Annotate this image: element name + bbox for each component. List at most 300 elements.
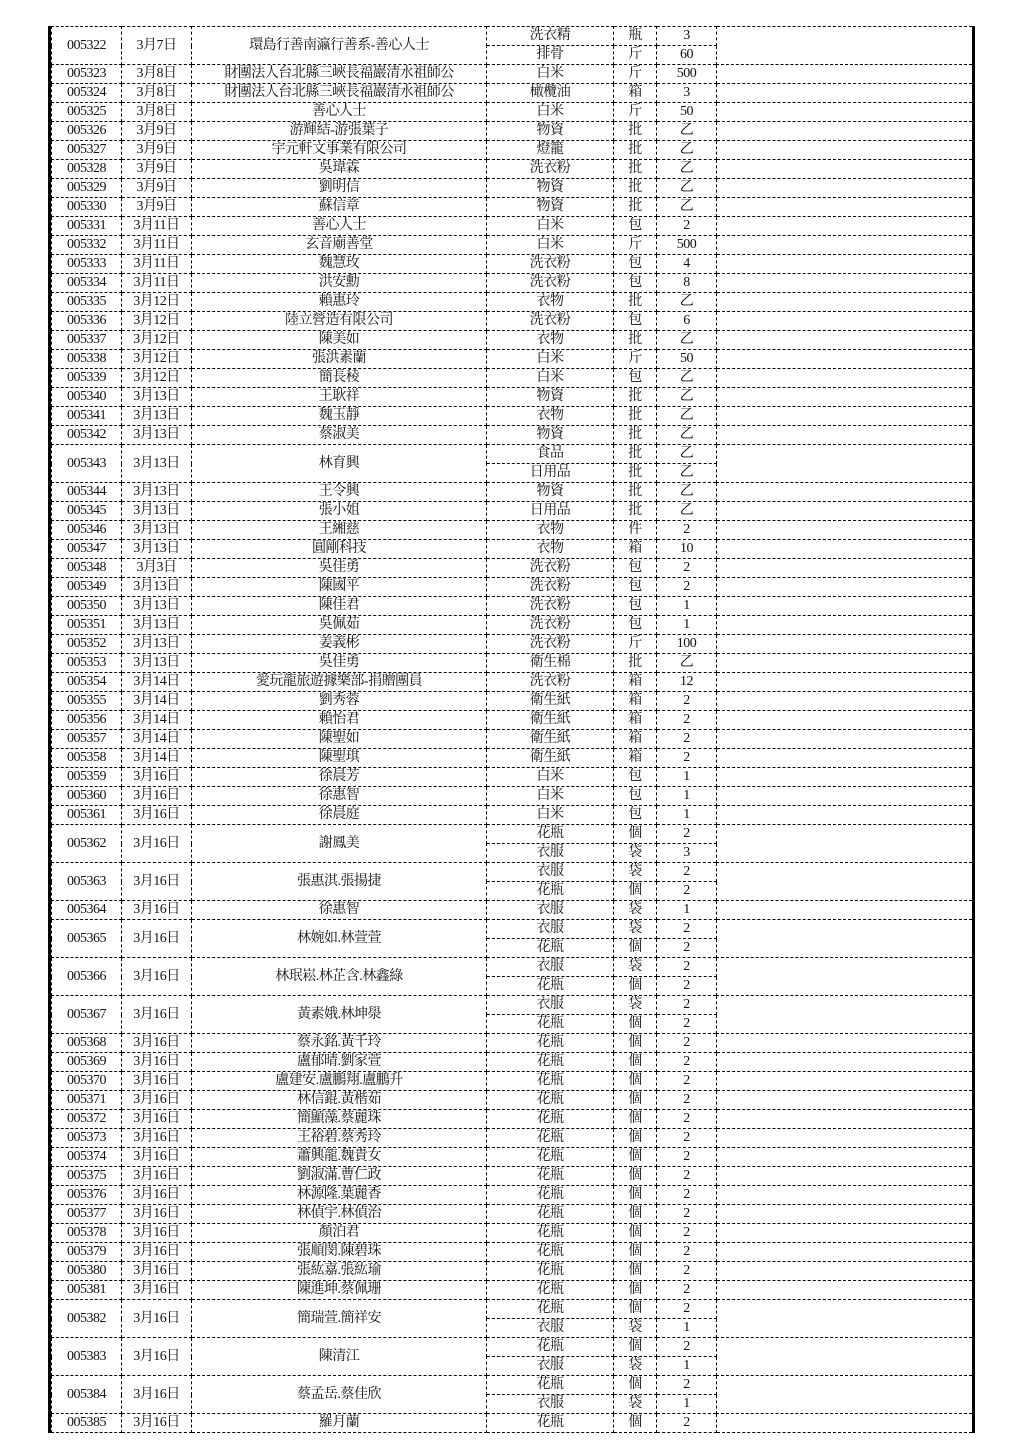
- donor-name: 劉秀蓉: [192, 692, 487, 711]
- item-quantity: 2: [657, 825, 717, 844]
- item-unit: 個: [614, 1414, 657, 1433]
- donation-date: 3月12日: [122, 293, 192, 312]
- donation-date: 3月16日: [122, 1205, 192, 1224]
- item-unit: 個: [614, 1129, 657, 1148]
- table-row: [52, 806, 973, 825]
- item-quantity: 乙: [657, 293, 717, 312]
- donation-date: 3月14日: [122, 673, 192, 692]
- donation-date: 3月16日: [122, 1148, 192, 1167]
- table-row: [52, 920, 973, 939]
- item-name: 白米: [487, 787, 614, 806]
- donor-name: 吳佳勇: [192, 654, 487, 673]
- item-unit: 袋: [614, 1319, 657, 1338]
- receipt-id: 005380: [52, 1262, 122, 1281]
- item-quantity: 2: [657, 730, 717, 749]
- item-unit: 斤: [614, 635, 657, 654]
- donor-name: 洪安勳: [192, 274, 487, 293]
- remarks-cell: [717, 996, 973, 1034]
- donation-date: 3月16日: [122, 1053, 192, 1072]
- item-quantity: 2: [657, 1015, 717, 1034]
- item-quantity: 1: [657, 901, 717, 920]
- item-quantity: 2: [657, 521, 717, 540]
- donor-name: 張順閔.陳碧珠: [192, 1243, 487, 1262]
- item-unit: 斤: [614, 350, 657, 369]
- item-quantity: 1: [657, 1319, 717, 1338]
- item-quantity: 2: [657, 958, 717, 977]
- donor-name: 善心人士: [192, 103, 487, 122]
- donor-name: 蘇信章: [192, 198, 487, 217]
- receipt-id: 005325: [52, 103, 122, 122]
- item-quantity: 2: [657, 1205, 717, 1224]
- item-unit: 批: [614, 122, 657, 141]
- item-unit: 斤: [614, 65, 657, 84]
- donation-date: 3月3日: [122, 559, 192, 578]
- item-quantity: 乙: [657, 160, 717, 179]
- donation-date: 3月7日: [122, 27, 192, 65]
- receipt-id: 005381: [52, 1281, 122, 1300]
- remarks-cell: [717, 445, 973, 483]
- item-unit: 箱: [614, 749, 657, 768]
- item-unit: 個: [614, 1034, 657, 1053]
- donor-name: 徐惠智: [192, 901, 487, 920]
- remarks-cell: [717, 160, 973, 179]
- table-row: [52, 730, 973, 749]
- remarks-cell: [717, 217, 973, 236]
- item-unit: 包: [614, 787, 657, 806]
- donation-date: 3月14日: [122, 692, 192, 711]
- remarks-cell: [717, 1053, 973, 1072]
- item-unit: 批: [614, 198, 657, 217]
- receipt-id: 005334: [52, 274, 122, 293]
- item-name: 花瓶: [487, 1281, 614, 1300]
- item-name: 排骨: [487, 46, 614, 65]
- item-quantity: 500: [657, 236, 717, 255]
- item-quantity: 1: [657, 787, 717, 806]
- item-unit: 個: [614, 1091, 657, 1110]
- receipt-id: 005369: [52, 1053, 122, 1072]
- receipt-id: 005353: [52, 654, 122, 673]
- donation-date: 3月14日: [122, 711, 192, 730]
- remarks-cell: [717, 1338, 973, 1376]
- donation-date: 3月13日: [122, 654, 192, 673]
- item-unit: 批: [614, 293, 657, 312]
- receipt-id: 005330: [52, 198, 122, 217]
- receipt-id: 005331: [52, 217, 122, 236]
- item-quantity: 2: [657, 1338, 717, 1357]
- receipt-id: 005342: [52, 426, 122, 445]
- item-name: 白米: [487, 217, 614, 236]
- donor-name: 張小姐: [192, 502, 487, 521]
- donor-name: 簡長稜: [192, 369, 487, 388]
- item-quantity: 乙: [657, 445, 717, 464]
- remarks-cell: [717, 597, 973, 616]
- item-name: 物資: [487, 483, 614, 502]
- table-row: [52, 483, 973, 502]
- receipt-id: 005343: [52, 445, 122, 483]
- item-name: 洗衣粉: [487, 559, 614, 578]
- table-row: [52, 1414, 973, 1433]
- table-row: [52, 1148, 973, 1167]
- item-unit: 個: [614, 1167, 657, 1186]
- donor-name: 簡瑞萱.簡祥安: [192, 1300, 487, 1338]
- item-name: 花瓶: [487, 1148, 614, 1167]
- item-name: 花瓶: [487, 1091, 614, 1110]
- item-unit: 個: [614, 1338, 657, 1357]
- donation-date: 3月16日: [122, 1243, 192, 1262]
- donor-name: 徐惠智: [192, 787, 487, 806]
- donation-date: 3月16日: [122, 1186, 192, 1205]
- receipt-id: 005384: [52, 1376, 122, 1414]
- donation-date: 3月8日: [122, 84, 192, 103]
- donor-name: 林偵宇.林偵治: [192, 1205, 487, 1224]
- remarks-cell: [717, 1376, 973, 1414]
- donor-name: 圓剛科技: [192, 540, 487, 559]
- donor-name: 張紘嘉.張紘瑜: [192, 1262, 487, 1281]
- table-row: [52, 1376, 973, 1395]
- remarks-cell: [717, 122, 973, 141]
- remarks-cell: [717, 616, 973, 635]
- table-row: [52, 388, 973, 407]
- item-name: 洗衣精: [487, 27, 614, 46]
- item-quantity: 1: [657, 616, 717, 635]
- item-quantity: 2: [657, 1110, 717, 1129]
- item-name: 衣服: [487, 844, 614, 863]
- item-unit: 批: [614, 445, 657, 464]
- table-row: [52, 255, 973, 274]
- item-name: 洗衣粉: [487, 274, 614, 293]
- table-row: [52, 293, 973, 312]
- item-quantity: 2: [657, 882, 717, 901]
- donor-name: 林婉如.林萱萱: [192, 920, 487, 958]
- remarks-cell: [717, 293, 973, 312]
- donation-date: 3月16日: [122, 901, 192, 920]
- donation-date: 3月12日: [122, 369, 192, 388]
- item-unit: 袋: [614, 863, 657, 882]
- donation-date: 3月13日: [122, 483, 192, 502]
- donation-date: 3月13日: [122, 426, 192, 445]
- remarks-cell: [717, 1167, 973, 1186]
- item-name: 衣物: [487, 331, 614, 350]
- remarks-cell: [717, 1205, 973, 1224]
- item-quantity: 1: [657, 1395, 717, 1414]
- item-unit: 個: [614, 1300, 657, 1319]
- remarks-cell: [717, 768, 973, 787]
- item-name: 衣物: [487, 521, 614, 540]
- donor-name: 謝鳳美: [192, 825, 487, 863]
- item-unit: 個: [614, 1243, 657, 1262]
- donor-name: 陳佳君: [192, 597, 487, 616]
- donor-name: 賴惠玲: [192, 293, 487, 312]
- item-quantity: 2: [657, 692, 717, 711]
- remarks-cell: [717, 407, 973, 426]
- remarks-cell: [717, 179, 973, 198]
- donor-name: 張惠淇.張揚捷: [192, 863, 487, 901]
- item-quantity: 2: [657, 1129, 717, 1148]
- table-row: [52, 616, 973, 635]
- donation-date: 3月13日: [122, 616, 192, 635]
- item-name: 花瓶: [487, 1243, 614, 1262]
- item-name: 洗衣粉: [487, 312, 614, 331]
- item-name: 洗衣粉: [487, 673, 614, 692]
- donor-name: 吳佳勇: [192, 559, 487, 578]
- donation-date: 3月8日: [122, 65, 192, 84]
- item-name: 衣服: [487, 996, 614, 1015]
- remarks-cell: [717, 1243, 973, 1262]
- item-unit: 斤: [614, 103, 657, 122]
- donor-name: 游輝結-游張葉子: [192, 122, 487, 141]
- receipt-id: 005336: [52, 312, 122, 331]
- donor-name: 林育興: [192, 445, 487, 483]
- table-row: [52, 274, 973, 293]
- table-row: [52, 1129, 973, 1148]
- receipt-id: 005349: [52, 578, 122, 597]
- item-name: 洗衣粉: [487, 255, 614, 274]
- item-quantity: 8: [657, 274, 717, 293]
- item-quantity: 2: [657, 578, 717, 597]
- item-quantity: 50: [657, 350, 717, 369]
- item-name: 花瓶: [487, 1205, 614, 1224]
- item-name: 物資: [487, 388, 614, 407]
- item-name: 洗衣粉: [487, 578, 614, 597]
- item-unit: 包: [614, 369, 657, 388]
- remarks-cell: [717, 730, 973, 749]
- item-quantity: 2: [657, 1300, 717, 1319]
- item-quantity: 乙: [657, 464, 717, 483]
- table-row: [52, 27, 973, 46]
- item-unit: 瓶: [614, 27, 657, 46]
- item-name: 衛生紙: [487, 730, 614, 749]
- item-quantity: 乙: [657, 369, 717, 388]
- item-name: 衣服: [487, 1319, 614, 1338]
- remarks-cell: [717, 1072, 973, 1091]
- receipt-id: 005362: [52, 825, 122, 863]
- item-name: 物資: [487, 426, 614, 445]
- item-name: 花瓶: [487, 1053, 614, 1072]
- table-row: [52, 1034, 973, 1053]
- receipt-id: 005339: [52, 369, 122, 388]
- item-quantity: 2: [657, 920, 717, 939]
- table-row: [52, 1262, 973, 1281]
- item-quantity: 2: [657, 1072, 717, 1091]
- item-quantity: 4: [657, 255, 717, 274]
- remarks-cell: [717, 635, 973, 654]
- receipt-id: 005360: [52, 787, 122, 806]
- donor-name: 陳聖如: [192, 730, 487, 749]
- item-quantity: 2: [657, 1376, 717, 1395]
- donor-name: 吳瑋霖: [192, 160, 487, 179]
- donor-name: 劉淑滿.曹仁政: [192, 1167, 487, 1186]
- table-row: [52, 825, 973, 844]
- item-name: 衣服: [487, 901, 614, 920]
- table-row: [52, 369, 973, 388]
- donation-date: 3月16日: [122, 996, 192, 1034]
- remarks-cell: [717, 578, 973, 597]
- item-quantity: 2: [657, 1224, 717, 1243]
- receipt-id: 005367: [52, 996, 122, 1034]
- donation-date: 3月16日: [122, 1281, 192, 1300]
- item-name: 花瓶: [487, 1015, 614, 1034]
- receipt-id: 005341: [52, 407, 122, 426]
- table-row: [52, 1072, 973, 1091]
- table-row: [52, 502, 973, 521]
- receipt-id: 005340: [52, 388, 122, 407]
- donor-name: 羅月蘭: [192, 1414, 487, 1433]
- item-name: 花瓶: [487, 1186, 614, 1205]
- donor-name: 簡顯藻.蔡麗珠: [192, 1110, 487, 1129]
- remarks-cell: [717, 1300, 973, 1338]
- donor-name: 陳進坤.蔡佩珊: [192, 1281, 487, 1300]
- item-quantity: 乙: [657, 654, 717, 673]
- remarks-cell: [717, 198, 973, 217]
- item-unit: 斤: [614, 46, 657, 65]
- donor-name: 蔡孟岳.蔡佳欣: [192, 1376, 487, 1414]
- table-row: [52, 65, 973, 84]
- item-name: 花瓶: [487, 1110, 614, 1129]
- item-name: 衛生紙: [487, 749, 614, 768]
- item-unit: 包: [614, 616, 657, 635]
- item-name: 白米: [487, 350, 614, 369]
- donation-date: 3月16日: [122, 863, 192, 901]
- donation-date: 3月16日: [122, 806, 192, 825]
- remarks-cell: [717, 236, 973, 255]
- donation-date: 3月16日: [122, 1034, 192, 1053]
- item-name: 花瓶: [487, 1338, 614, 1357]
- remarks-cell: [717, 312, 973, 331]
- item-quantity: 2: [657, 1186, 717, 1205]
- item-quantity: 乙: [657, 426, 717, 445]
- item-name: 花瓶: [487, 977, 614, 996]
- donor-name: 玄音廟善堂: [192, 236, 487, 255]
- table-row: [52, 1243, 973, 1262]
- donation-date: 3月16日: [122, 1091, 192, 1110]
- donation-date: 3月16日: [122, 768, 192, 787]
- receipt-id: 005333: [52, 255, 122, 274]
- receipt-id: 005377: [52, 1205, 122, 1224]
- donor-name: 魏玉靜: [192, 407, 487, 426]
- donor-name: 陳聖琪: [192, 749, 487, 768]
- donation-date: 3月16日: [122, 1167, 192, 1186]
- table-row: [52, 559, 973, 578]
- receipt-id: 005337: [52, 331, 122, 350]
- table-row: [52, 1205, 973, 1224]
- item-quantity: 乙: [657, 141, 717, 160]
- donor-name: 陳國平: [192, 578, 487, 597]
- item-quantity: 乙: [657, 122, 717, 141]
- item-quantity: 10: [657, 540, 717, 559]
- receipt-id: 005345: [52, 502, 122, 521]
- item-name: 花瓶: [487, 1300, 614, 1319]
- remarks-cell: [717, 1281, 973, 1300]
- item-unit: 批: [614, 407, 657, 426]
- table-row: [52, 749, 973, 768]
- remarks-cell: [717, 863, 973, 901]
- donor-name: 林珉崧.林芷含.林鑫綠: [192, 958, 487, 996]
- receipt-id: 005359: [52, 768, 122, 787]
- table-row: [52, 426, 973, 445]
- remarks-cell: [717, 141, 973, 160]
- table-row: [52, 84, 973, 103]
- item-name: 衣服: [487, 1357, 614, 1376]
- table-row: [52, 312, 973, 331]
- donor-name: 林信錕.黃楷茹: [192, 1091, 487, 1110]
- table-row: [52, 350, 973, 369]
- donor-name: 宇元軒文事業有限公司: [192, 141, 487, 160]
- remarks-cell: [717, 521, 973, 540]
- donor-name: 黃素娥.林坤澩: [192, 996, 487, 1034]
- item-name: 花瓶: [487, 1376, 614, 1395]
- donor-name: 王令興: [192, 483, 487, 502]
- item-name: 衣物: [487, 407, 614, 426]
- item-unit: 個: [614, 1262, 657, 1281]
- donor-name: 財團法人台北縣三峽長福巖清水祖師公: [192, 84, 487, 103]
- receipt-id: 005379: [52, 1243, 122, 1262]
- table-row: [52, 635, 973, 654]
- item-quantity: 乙: [657, 407, 717, 426]
- item-quantity: 乙: [657, 483, 717, 502]
- table-body: [52, 27, 973, 1433]
- item-quantity: 乙: [657, 179, 717, 198]
- receipt-id: 005364: [52, 901, 122, 920]
- donation-date: 3月16日: [122, 1129, 192, 1148]
- remarks-cell: [717, 901, 973, 920]
- table-row: [52, 578, 973, 597]
- item-unit: 包: [614, 274, 657, 293]
- receipt-id: 005356: [52, 711, 122, 730]
- donor-name: 蔡永銘.黃千玲: [192, 1034, 487, 1053]
- item-quantity: 6: [657, 312, 717, 331]
- donor-name: 王裕碧.蔡秀玲: [192, 1129, 487, 1148]
- donor-name: 林源隆.葉麗香: [192, 1186, 487, 1205]
- item-unit: 袋: [614, 920, 657, 939]
- item-unit: 個: [614, 977, 657, 996]
- item-name: 衛生紙: [487, 692, 614, 711]
- donation-date: 3月11日: [122, 236, 192, 255]
- donation-date: 3月13日: [122, 502, 192, 521]
- remarks-cell: [717, 920, 973, 958]
- remarks-cell: [717, 27, 973, 65]
- item-quantity: 乙: [657, 388, 717, 407]
- donor-name: 姜義彬: [192, 635, 487, 654]
- item-name: 花瓶: [487, 825, 614, 844]
- item-unit: 包: [614, 312, 657, 331]
- remarks-cell: [717, 502, 973, 521]
- item-name: 洗衣粉: [487, 160, 614, 179]
- donor-name: 盧建安.盧鵬翔.盧鵬升: [192, 1072, 487, 1091]
- item-unit: 袋: [614, 1395, 657, 1414]
- item-unit: 批: [614, 388, 657, 407]
- item-unit: 包: [614, 255, 657, 274]
- donation-date: 3月16日: [122, 825, 192, 863]
- donation-date: 3月12日: [122, 312, 192, 331]
- receipt-id: 005378: [52, 1224, 122, 1243]
- donation-date: 3月16日: [122, 1110, 192, 1129]
- item-name: 食品: [487, 445, 614, 464]
- item-name: 衣服: [487, 920, 614, 939]
- remarks-cell: [717, 540, 973, 559]
- item-name: 白米: [487, 768, 614, 787]
- donation-date: 3月16日: [122, 1300, 192, 1338]
- donation-date: 3月16日: [122, 920, 192, 958]
- remarks-cell: [717, 749, 973, 768]
- item-unit: 個: [614, 1148, 657, 1167]
- donor-name: 顏泊君: [192, 1224, 487, 1243]
- remarks-cell: [717, 1414, 973, 1433]
- item-unit: 個: [614, 1224, 657, 1243]
- item-name: 燈籠: [487, 141, 614, 160]
- donor-name: 吳佩茹: [192, 616, 487, 635]
- donation-date: 3月14日: [122, 749, 192, 768]
- item-quantity: 60: [657, 46, 717, 65]
